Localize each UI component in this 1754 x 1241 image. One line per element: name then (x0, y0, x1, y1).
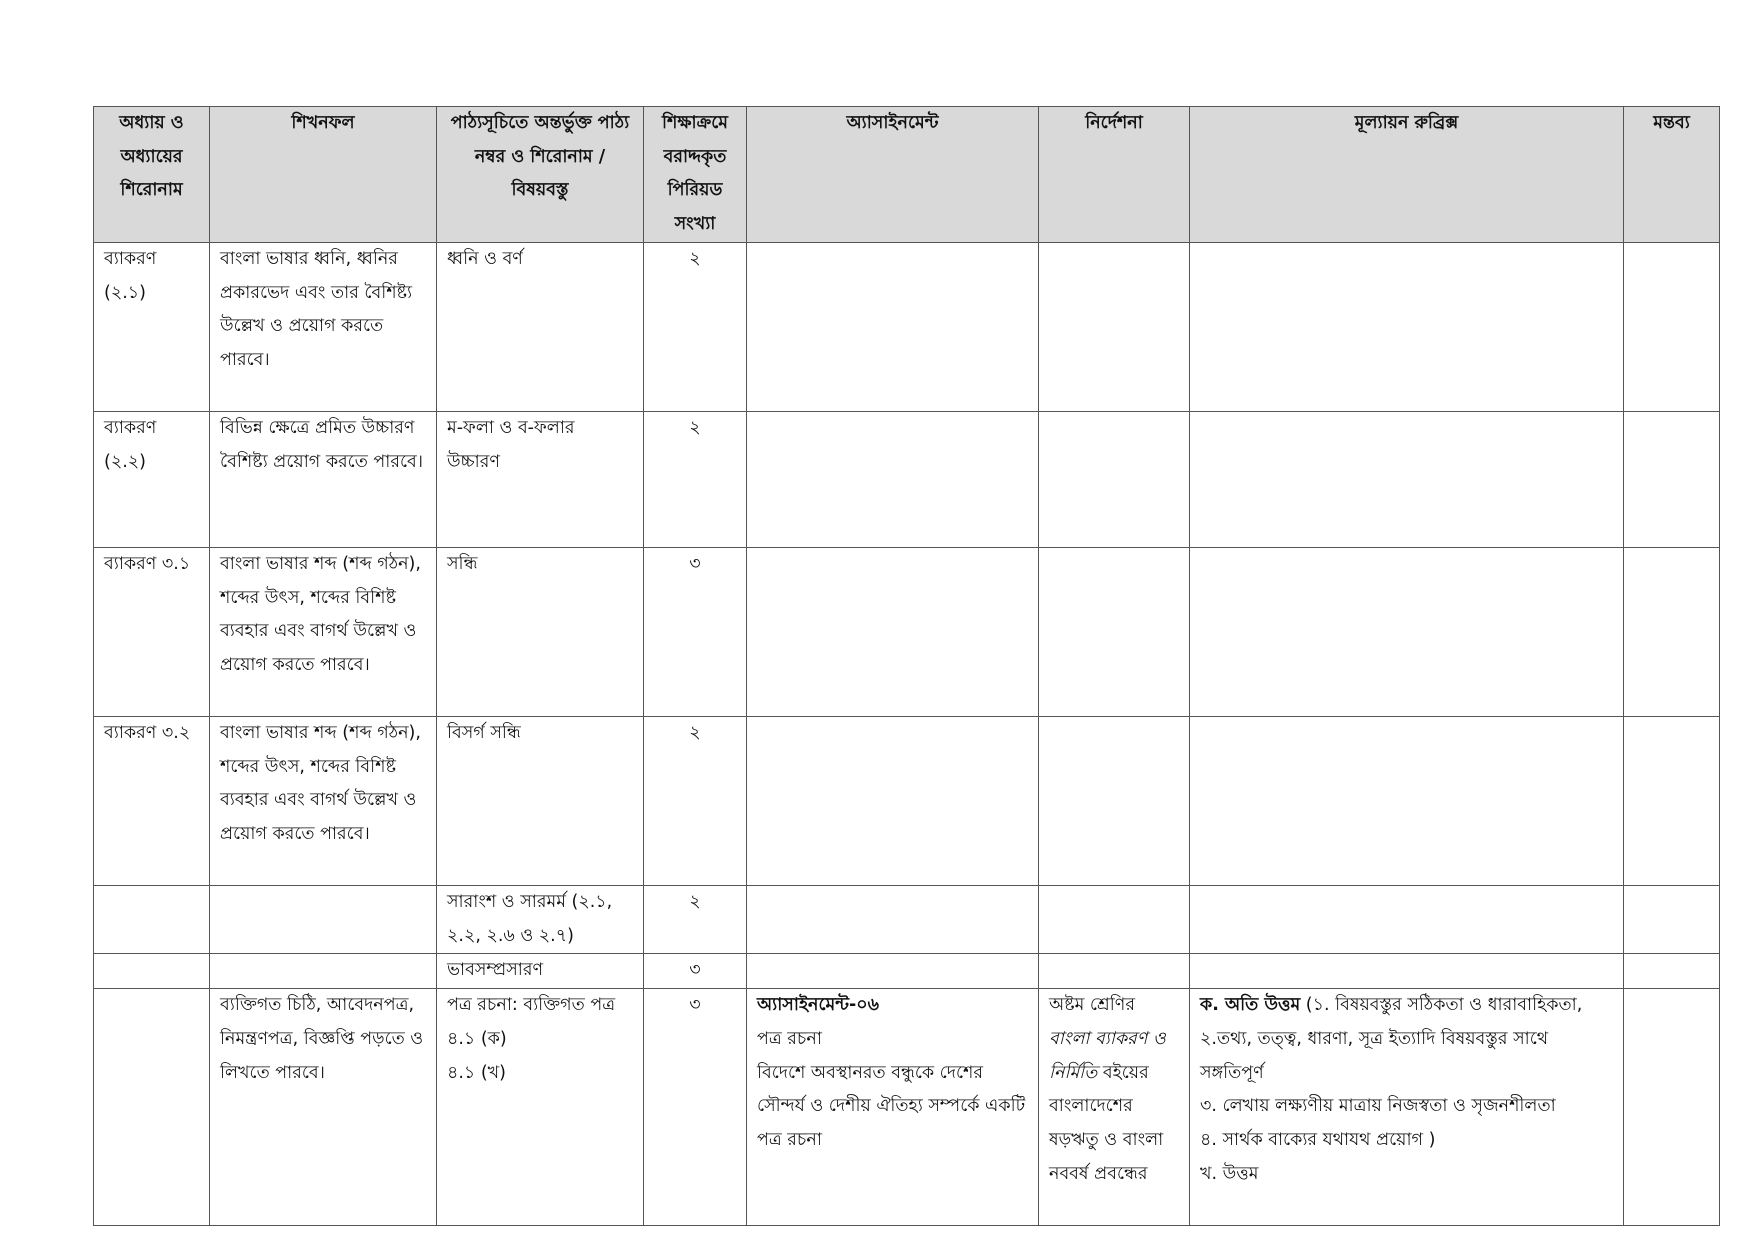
header-remarks: মন্তব্য (1624, 107, 1720, 243)
remarks-cell (1624, 989, 1720, 1226)
header-rubric: মূল্যায়ন রুব্রিক্স (1190, 107, 1624, 243)
content-line: পত্র রচনা: ব্যক্তিগত পত্র (447, 995, 616, 1016)
guidance-cell (1039, 548, 1190, 717)
table-row (94, 954, 1720, 989)
table-row (94, 412, 1720, 548)
outcome-cell: বাংলা ভাষার শব্দ (শব্দ গঠন), শব্দের উৎস, শব্দের বিশিষ্ট ব্যবহার এবং বাগর্থ উল্লেখ ও প্রয়োগ করতে পারবে। (210, 717, 437, 886)
guidance-cell (1039, 886, 1190, 954)
content-cell: সন্ধি (437, 548, 644, 717)
guidance-cell (1039, 243, 1190, 412)
guidance-cell (1039, 717, 1190, 886)
chapter-cell: ব্যাকরণ ৩.২ (94, 717, 210, 886)
rubric-criterion: ৩. লেখায় লক্ষ্যণীয় মাত্রায় নিজস্বতা ও সৃজনশীলতা (1200, 1096, 1556, 1117)
assignment-body: বিদেশে অবস্থানরত বন্ধুকে দেশের সৌন্দর্য ও দেশীয় ঐতিহ্য সম্পর্কে একটি পত্র রচনা (757, 1062, 1026, 1150)
guidance-text: অষ্টম শ্রেণির (1049, 995, 1135, 1016)
rubric-criterion: ৪. সার্থক বাক্যের যথাযথ প্রয়োগ ) (1200, 1129, 1436, 1150)
header-row (94, 107, 1720, 243)
chapter-cell (94, 989, 210, 1226)
assignment-cell (747, 989, 1039, 1226)
assignment-subtitle: পত্র রচনা (757, 1028, 822, 1049)
rubric-criterion: (১. বিষয়বস্তুর সঠিকতা ও ধারাবাহিকতা, (1300, 995, 1583, 1016)
periods-cell: ৩ (644, 989, 747, 1226)
rubric-criterion: ২.তথ্য, তত্ত্ব, ধারণা, সূত্র ইত্যাদি বিষয়বস্তুর সাথে সঙ্গতিপূর্ণ (1200, 1028, 1549, 1083)
guidance-cell (1039, 989, 1190, 1226)
rubric-cell (1190, 886, 1624, 954)
periods-cell: ৩ (644, 954, 747, 989)
periods-cell: ২ (644, 886, 747, 954)
lesson-plan-table (93, 106, 1720, 1226)
chapter-cell (94, 954, 210, 989)
guidance-cell (1039, 954, 1190, 989)
chapter-cell (94, 886, 210, 954)
header-learning-outcome: শিখনফল (210, 107, 437, 243)
periods-cell: ৩ (644, 548, 747, 717)
rubric-cell (1190, 548, 1624, 717)
outcome-cell: বাংলা ভাষার ধ্বনি, ধ্বনির প্রকারভেদ এবং তার বৈশিষ্ট্য উল্লেখ ও প্রয়োগ করতে পারবে। (210, 243, 437, 412)
remarks-cell (1624, 412, 1720, 548)
outcome-cell: বাংলা ভাষার শব্দ (শব্দ গঠন), শব্দের উৎস, শব্দের বিশিষ্ট ব্যবহার এবং বাগর্থ উল্লেখ ও প্রয়োগ করতে পারবে। (210, 548, 437, 717)
guidance-book-title: বাংলা ব্যাকরণ ও নির্মিতি (1049, 1028, 1166, 1083)
assignment-cell (747, 886, 1039, 954)
remarks-cell (1624, 548, 1720, 717)
header-assignment: অ্যাসাইনমেন্ট (747, 107, 1039, 243)
header-guidance: নির্দেশনা (1039, 107, 1190, 243)
content-cell: বিসর্গ সন্ধি (437, 717, 644, 886)
remarks-cell (1624, 717, 1720, 886)
chapter-cell: ব্যাকরণ (২.২) (94, 412, 210, 548)
assignment-title: অ্যাসাইনমেন্ট-০৬ (757, 995, 880, 1016)
table-row (94, 243, 1720, 412)
guidance-text: বইয়ের বাংলাদেশের ষড়ঋতু ও বাংলা নববর্ষ প্রবন্ধের (1049, 1062, 1164, 1184)
rubric-cell (1190, 412, 1624, 548)
chapter-cell: ব্যাকরণ ৩.১ (94, 548, 210, 717)
rubric-cell (1190, 989, 1624, 1226)
table-row (94, 989, 1720, 1226)
rubric-cell (1190, 954, 1624, 989)
remarks-cell (1624, 886, 1720, 954)
content-cell (437, 989, 644, 1226)
content-cell: ম-ফলা ও ব-ফলার উচ্চারণ (437, 412, 644, 548)
table-row (94, 717, 1720, 886)
assignment-cell (747, 717, 1039, 886)
header-periods: শিক্ষাক্রমে বরাদ্দকৃত পিরিয়ড সংখ্যা (644, 107, 747, 243)
content-line: ৪.১ (ক) (447, 1028, 507, 1049)
remarks-cell (1624, 243, 1720, 412)
outcome-cell (210, 954, 437, 989)
periods-cell: ২ (644, 717, 747, 886)
chapter-cell: ব্যাকরণ (২.১) (94, 243, 210, 412)
remarks-cell (1624, 954, 1720, 989)
periods-cell: ২ (644, 243, 747, 412)
rubric-cell (1190, 717, 1624, 886)
rubric-grade-label: খ. উত্তম (1200, 1163, 1259, 1184)
assignment-cell (747, 412, 1039, 548)
guidance-cell (1039, 412, 1190, 548)
content-cell: ভাবসম্প্রসারণ (437, 954, 644, 989)
assignment-cell (747, 243, 1039, 412)
assignment-cell (747, 954, 1039, 989)
content-cell: সারাংশ ও সারমর্ম (২.১, ২.২, ২.৬ ও ২.৭) (437, 886, 644, 954)
periods-cell: ২ (644, 412, 747, 548)
outcome-cell: ব্যক্তিগত চিঠি, আবেদনপত্র, নিমন্ত্রণপত্র, বিজ্ঞপ্তি পড়তে ও লিখতে পারবে। (210, 989, 437, 1226)
outcome-cell (210, 886, 437, 954)
content-line: ৪.১ (খ) (447, 1062, 506, 1083)
content-cell: ধ্বনি ও বর্ণ (437, 243, 644, 412)
outcome-cell: বিভিন্ন ক্ষেত্রে প্রমিত উচ্চারণ বৈশিষ্ট্য প্রয়োগ করতে পারবে। (210, 412, 437, 548)
header-content: পাঠ্যসূচিতে অন্তর্ভুক্ত পাঠ্য নম্বর ও শিরোনাম / বিষয়বস্তু (437, 107, 644, 243)
header-chapter: অধ্যায় ও অধ্যায়ের শিরোনাম (94, 107, 210, 243)
rubric-grade-label: ক. অতি উত্তম (1200, 995, 1301, 1016)
table-row (94, 886, 1720, 954)
table-row (94, 548, 1720, 717)
assignment-cell (747, 548, 1039, 717)
rubric-cell (1190, 243, 1624, 412)
